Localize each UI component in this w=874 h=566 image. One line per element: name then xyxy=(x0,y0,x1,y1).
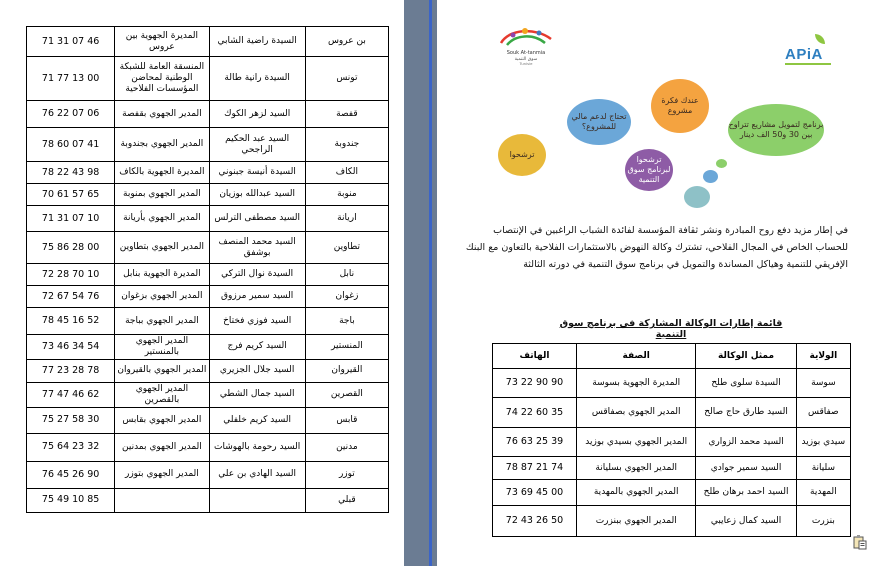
cell-position: المدير الجهوي بباجة xyxy=(115,308,209,335)
cell-position: المديرة الجهوية بالكاف xyxy=(115,162,209,184)
table-row xyxy=(27,308,389,335)
cell-position: المنسقة العامة للشبكة الوطنية لمحاضن المؤسسات الفلاحية xyxy=(115,57,209,101)
cell-representative: السيد كريم فرج xyxy=(209,335,305,360)
cell-position: المدير الجهوي بالقيروان xyxy=(115,359,209,382)
paste-options-icon[interactable] xyxy=(852,534,868,550)
cell-phone: 72 43 26 50 xyxy=(493,506,577,537)
cell-governorate: صفاقس xyxy=(796,398,850,428)
cell-position: المدير الجهوي بالمهدية xyxy=(577,480,696,506)
table-row xyxy=(27,488,389,512)
cell-governorate: المنستير xyxy=(305,335,388,360)
table-row xyxy=(27,232,389,264)
cell-phone: 75 64 23 32 xyxy=(27,433,115,461)
cell-position: المدير الجهوي بتطاوين xyxy=(115,232,209,264)
cell-representative: السيد جلال الجزيري xyxy=(209,359,305,382)
cell-phone: 71 77 13 00 xyxy=(27,57,115,101)
cell-representative: السيد طارق حاج صالح xyxy=(696,398,796,428)
cell-governorate: مدنين xyxy=(305,433,388,461)
cell-phone: 76 22 07 06 xyxy=(27,101,115,128)
cell-representative: السيد رحومة بالهوشات xyxy=(209,433,305,461)
table-row xyxy=(27,382,389,407)
cell-phone: 77 47 46 62 xyxy=(27,382,115,407)
cell-phone: 78 45 16 52 xyxy=(27,308,115,335)
souk-attanmia-logo xyxy=(495,25,557,65)
apia-logo-underline xyxy=(785,63,831,65)
cell-governorate: بنزرت xyxy=(796,506,850,537)
cell-phone: 73 69 45 00 xyxy=(493,480,577,506)
header-governorate: الولاية xyxy=(796,344,850,369)
cell-position: المدير الجهوي بقابس xyxy=(115,407,209,433)
cell-position: المدير الجهوي بمنوبة xyxy=(115,184,209,206)
cell-phone: 75 49 10 85 xyxy=(27,488,115,512)
table-row xyxy=(27,162,389,184)
cell-position: المديرة الجهوية بنابل xyxy=(115,264,209,286)
cell-governorate: قبلي xyxy=(305,488,388,512)
cell-phone: 71 31 07 46 xyxy=(27,27,115,57)
header-phone: الهاتف xyxy=(493,344,577,369)
cell-governorate: نابل xyxy=(305,264,388,286)
cell-representative: السيد الهادي بن علي xyxy=(209,461,305,488)
cell-phone: 74 22 60 35 xyxy=(493,398,577,428)
cell-representative: السيد احمد برهان طلح xyxy=(696,480,796,506)
cell-phone: 77 23 28 78 xyxy=(27,359,115,382)
svg-text:Souk At-tanmia: Souk At-tanmia xyxy=(506,50,546,56)
table-row xyxy=(493,398,851,428)
cell-representative: السيد كريم خلفلي xyxy=(209,407,305,433)
cell-representative: السيد جمال الشطي xyxy=(209,382,305,407)
cell-representative: السيدة سلوى طلح xyxy=(696,369,796,398)
cell-position: المدير الجهوي بالقصرين xyxy=(115,382,209,407)
cloud-apply: ترشحوا xyxy=(498,134,546,176)
cell-representative: السيدة رانية طالة xyxy=(209,57,305,101)
cell-phone: 75 27 58 30 xyxy=(27,407,115,433)
header-position: الصفة xyxy=(577,344,696,369)
table-row xyxy=(27,57,389,101)
cell-representative: السيد لزهر الكوك xyxy=(209,101,305,128)
cloud-souk: ترشحوا لبرنامج سوق التنمية xyxy=(625,149,673,191)
table-header-row xyxy=(493,344,851,369)
svg-text:سوق التنمية: سوق التنمية xyxy=(514,57,538,62)
cell-position: المدير الجهوي بزغوان xyxy=(115,286,209,308)
cell-position: المديرة الجهوية بين عروس xyxy=(115,27,209,57)
cell-governorate: تطاوين xyxy=(305,232,388,264)
cell-position: المدير الجهوي بجندوبة xyxy=(115,128,209,162)
cell-position: المدير الجهوي بمدنين xyxy=(115,433,209,461)
cell-representative xyxy=(209,488,305,512)
cell-representative: السيدة أنيسة جبنوني xyxy=(209,162,305,184)
cell-phone: 78 60 07 41 xyxy=(27,128,115,162)
cell-position: المدير الجهوي بصفاقس xyxy=(577,398,696,428)
cell-phone: 75 86 28 00 xyxy=(27,232,115,264)
cloud-program: برنامج لتمويل مشاريع تتراوح بين 30 و50 الف دينار xyxy=(728,104,824,156)
cloud-dot-3 xyxy=(716,159,727,168)
cell-position: المديرة الجهوية بسوسة xyxy=(577,369,696,398)
table-row xyxy=(493,428,851,457)
intro-paragraph: في إطار مزيد دفع روح المبادرة ونشر ثقافة المؤسسة لفائدة الشباب الراغبين في الإنتصاب للحساب الخاص في المجال الفلاحي، تشترك وكالة النهوض بالاستثمارات الفلاحية بالتعاون مع البنك الإفريقي للتنمية وهياكل المساندة والتمويل في برنامج سوق التنمية في دورته الثالثة xyxy=(465,225,848,271)
cell-phone: 73 46 34 54 xyxy=(27,335,115,360)
cell-representative: السيد عبدالله بوزيان xyxy=(209,184,305,206)
cell-governorate: تونس xyxy=(305,57,388,101)
cell-representative: السيد سمير مرزوق xyxy=(209,286,305,308)
page-boundary-marker xyxy=(429,0,432,566)
svg-text:Tunisie: Tunisie xyxy=(519,61,533,65)
cell-governorate: قابس xyxy=(305,407,388,433)
cell-phone: 73 22 90 90 xyxy=(493,369,577,398)
cell-governorate: سوسة xyxy=(796,369,850,398)
cell-position: المدير الجهوي بالمنستير xyxy=(115,335,209,360)
participants-list-title: قائمة إطارات الوكالة المشاركة في برنامج سوق التنمية xyxy=(559,318,783,340)
cell-governorate: القصرين xyxy=(305,382,388,407)
cell-representative: السيد عبد الحكيم الراجحي xyxy=(209,128,305,162)
table-row xyxy=(493,506,851,537)
page-gap xyxy=(404,0,437,566)
cell-phone: 72 28 70 10 xyxy=(27,264,115,286)
cell-position: المدير الجهوي بتوزر xyxy=(115,461,209,488)
cell-representative: السيد مصطفى الترلس xyxy=(209,206,305,232)
cell-representative: السيد سمير جوادي xyxy=(696,457,796,480)
cell-governorate: قفصة xyxy=(305,101,388,128)
cell-phone: 72 67 54 76 xyxy=(27,286,115,308)
apia-logo xyxy=(783,30,833,70)
cell-phone: 78 87 21 74 xyxy=(493,457,577,480)
cell-representative: السيدة راضية الشابي xyxy=(209,27,305,57)
cell-phone: 76 63 25 39 xyxy=(493,428,577,457)
table-row xyxy=(493,369,851,398)
cell-governorate: الكاف xyxy=(305,162,388,184)
cloud-idea: عندك فكرة مشروع xyxy=(651,79,709,133)
table-row xyxy=(27,461,389,488)
header-representative: ممثل الوكالة xyxy=(696,344,796,369)
cell-representative: السيدة نوال التركي xyxy=(209,264,305,286)
cloud-dot-2 xyxy=(703,170,718,183)
cell-position xyxy=(115,488,209,512)
table-row xyxy=(27,286,389,308)
table-row xyxy=(27,264,389,286)
cell-governorate: جندوبة xyxy=(305,128,388,162)
cell-governorate: اريانة xyxy=(305,206,388,232)
cell-governorate: بن عروس xyxy=(305,27,388,57)
table-row xyxy=(27,359,389,382)
cell-position: المدير الجهوي بسليانة xyxy=(577,457,696,480)
cell-position: المدير الجهوي بأريانة xyxy=(115,206,209,232)
cloud-funding: تحتاج لدعم مالي للمشروع؟ xyxy=(567,99,631,145)
cell-representative: السيد فوزي فختاخ xyxy=(209,308,305,335)
cell-position: المدير الجهوي بسيدي بوزيد xyxy=(577,428,696,457)
cell-phone: 76 45 26 90 xyxy=(27,461,115,488)
cell-governorate: سليانة xyxy=(796,457,850,480)
cell-governorate: المهدية xyxy=(796,480,850,506)
table-row xyxy=(27,184,389,206)
cell-position: المدير الجهوي ببنزرت xyxy=(577,506,696,537)
cell-position: المدير الجهوي بقفصة xyxy=(115,101,209,128)
regional-contacts-table xyxy=(26,26,389,513)
cell-phone: 71 31 07 10 xyxy=(27,206,115,232)
cell-representative: السيد كمال زعايبي xyxy=(696,506,796,537)
cell-governorate: منوبة xyxy=(305,184,388,206)
cloud-dot-1 xyxy=(684,186,710,208)
participating-staff-table xyxy=(492,343,851,537)
table-row xyxy=(27,206,389,232)
table-row xyxy=(27,407,389,433)
cell-phone: 78 22 43 98 xyxy=(27,162,115,184)
table-row xyxy=(27,335,389,360)
cell-governorate: باجة xyxy=(305,308,388,335)
cell-governorate: سيدي بوزيد xyxy=(796,428,850,457)
cell-governorate: القيروان xyxy=(305,359,388,382)
cell-phone: 70 61 57 65 xyxy=(27,184,115,206)
table-row xyxy=(493,480,851,506)
cell-representative: السيد محمد الزواري xyxy=(696,428,796,457)
souk-logo-graphic xyxy=(495,25,557,65)
table-row xyxy=(27,27,389,57)
table-row xyxy=(27,128,389,162)
cell-governorate: زغوان xyxy=(305,286,388,308)
cell-representative: السيد محمد المنصف بوشفق xyxy=(209,232,305,264)
document-page-left xyxy=(0,0,404,566)
leaf-icon xyxy=(815,34,825,44)
table-row xyxy=(27,433,389,461)
apia-logo-text: APiA xyxy=(785,46,823,63)
table-row xyxy=(27,101,389,128)
cell-governorate: توزر xyxy=(305,461,388,488)
table-row xyxy=(493,457,851,480)
